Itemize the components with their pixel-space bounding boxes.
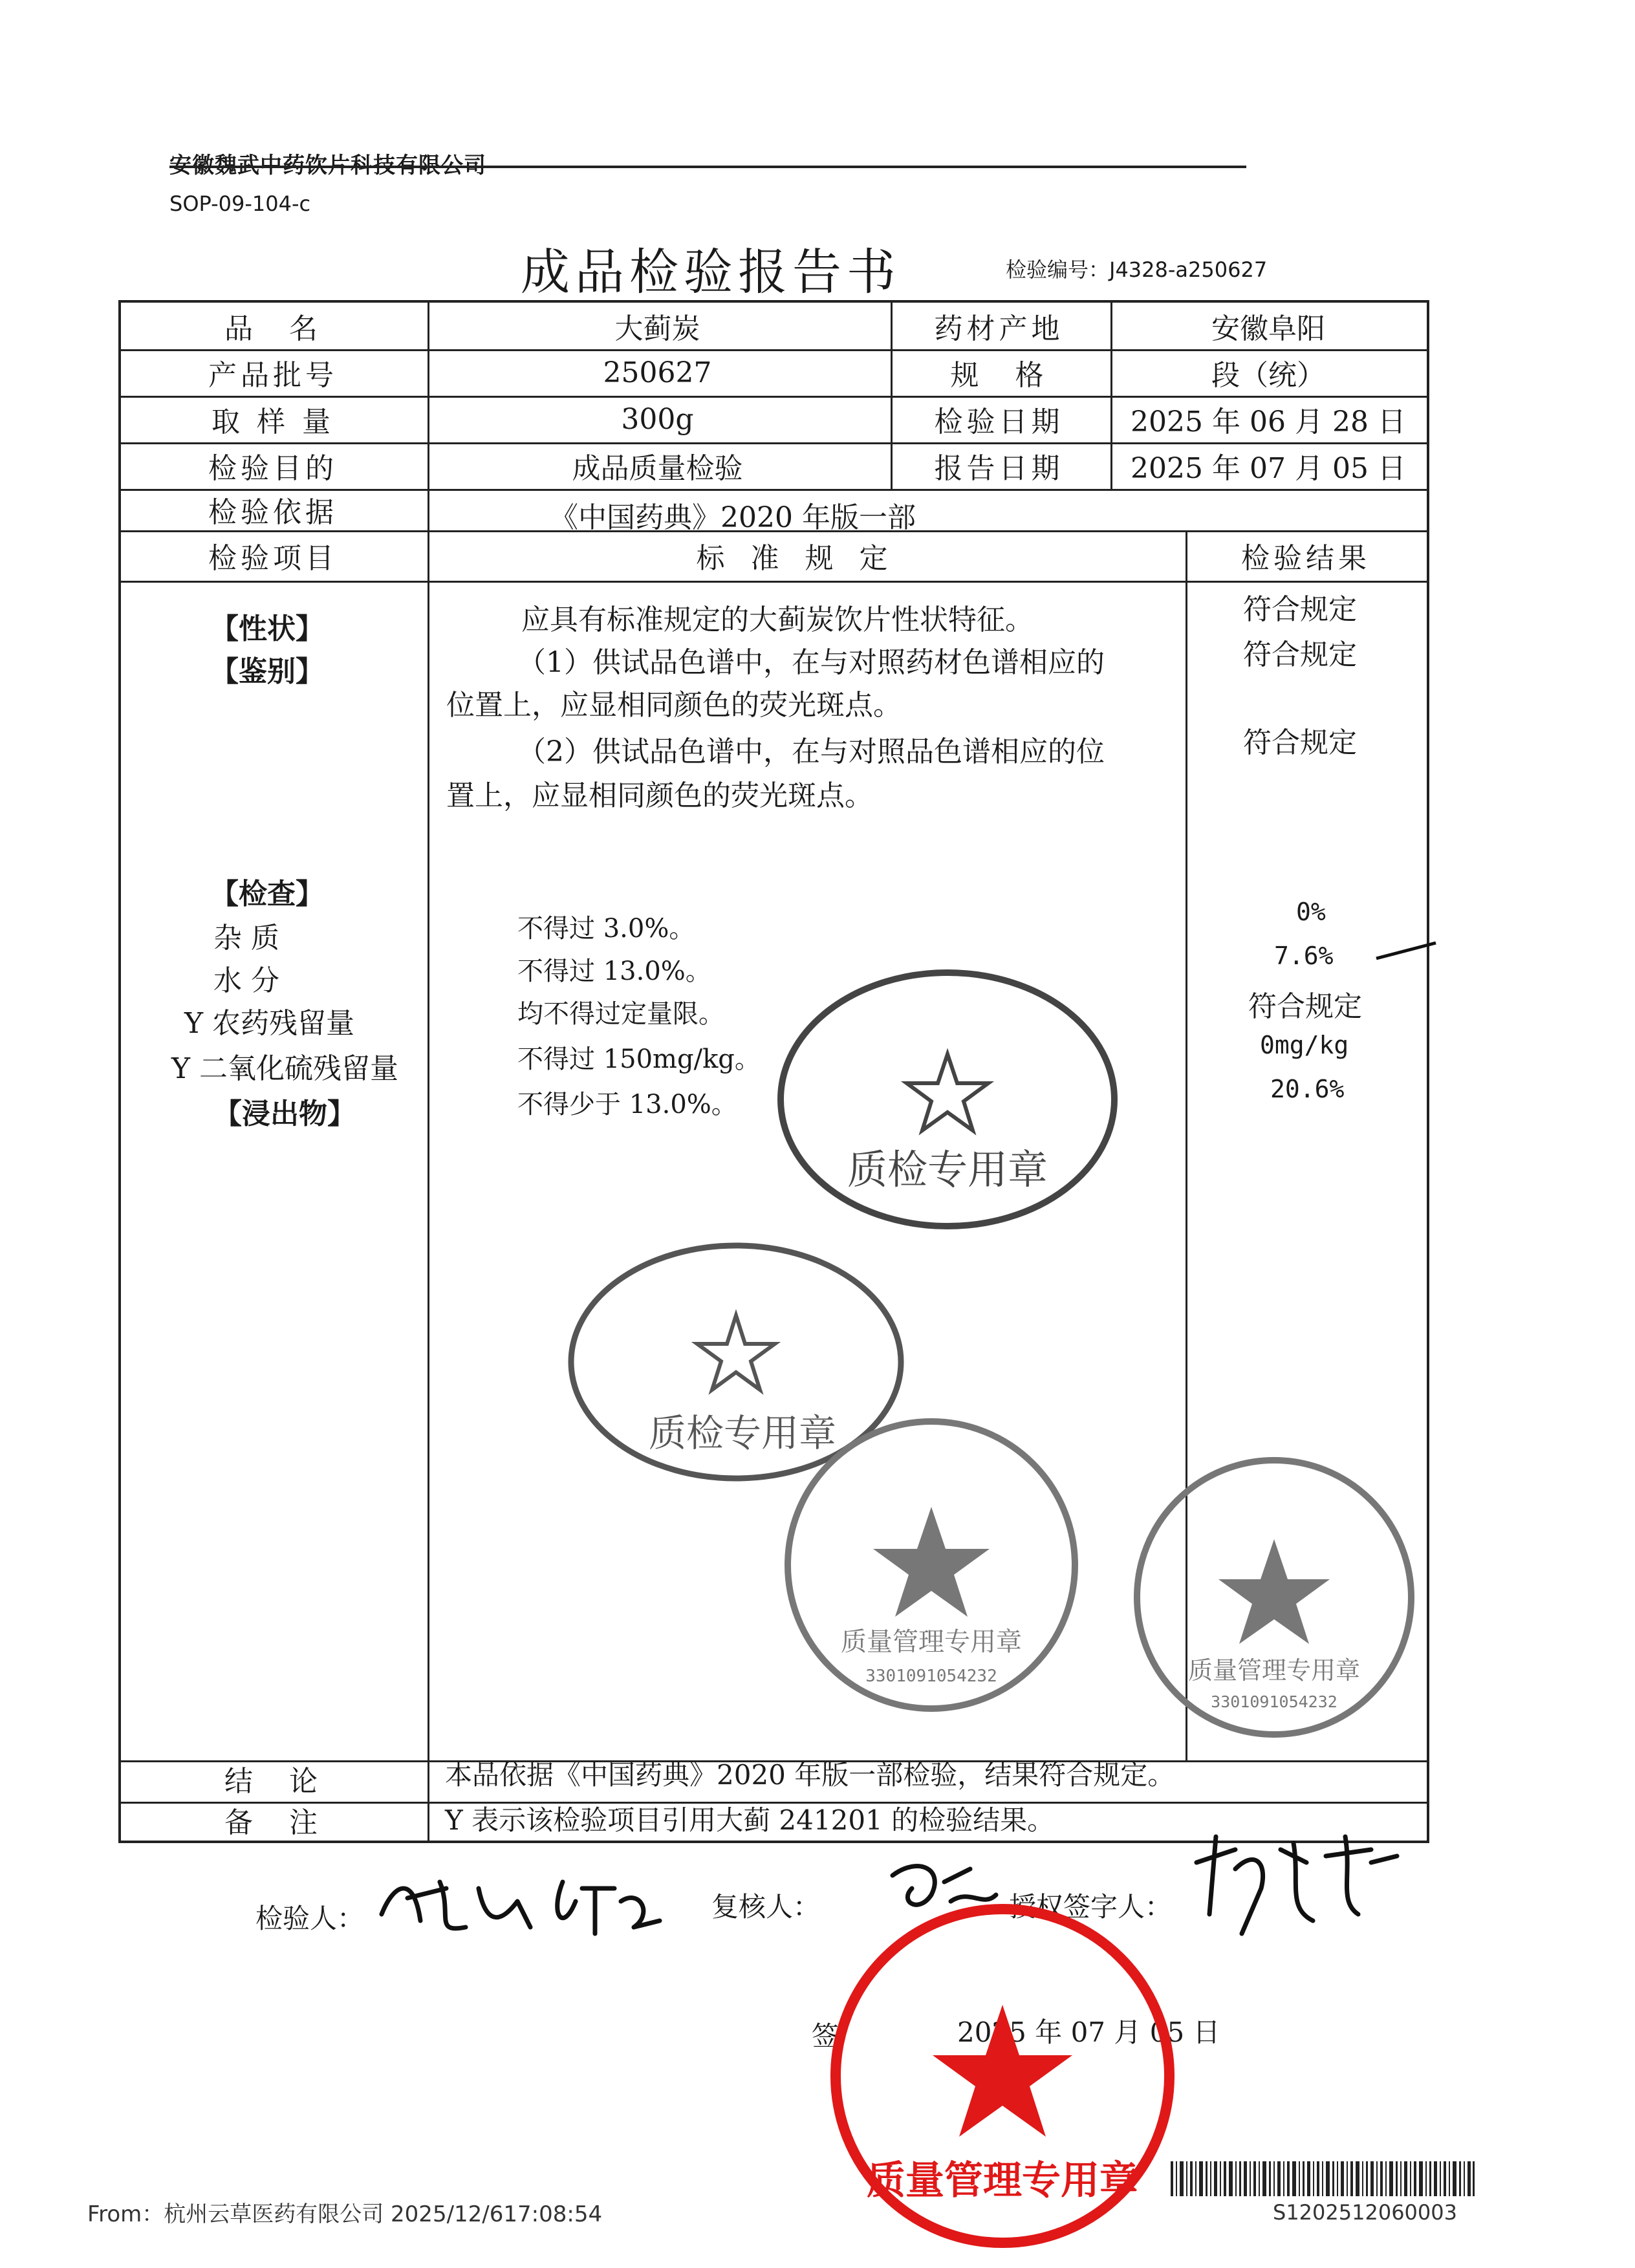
extract-standard: 不得少于 13.0%。: [517, 1090, 737, 1119]
fax-footer: From：杭州云草医药有限公司 2025/12/617:08:54: [87, 2201, 603, 2227]
moisture-label: 水 分: [213, 964, 279, 997]
col-standard: 标准规定: [696, 542, 914, 575]
check-label: 【检查】: [210, 878, 324, 911]
pesticide-standard: 均不得过定量限。: [517, 999, 724, 1029]
name-value: 大蓟炭: [614, 312, 700, 345]
report-date-value: 2025 年 07 月 05 日: [1131, 452, 1406, 485]
basis-label: 检验依据: [208, 496, 338, 529]
yuncao-seal-stamp-1: [776, 1410, 1087, 1720]
authorizer-label: 授权签字人：: [1009, 1891, 1173, 1923]
extract-result: 20.6%: [1270, 1075, 1345, 1103]
ident-std2-line1: （2）供试品色谱中，在与对照品色谱相应的位: [517, 735, 1105, 768]
test-date-value: 2025 年 06 月 28 日: [1131, 405, 1406, 438]
authorizer-signature: [1177, 1824, 1410, 1947]
traits-standard: 应具有标准规定的大蓟炭饮片性状特征。: [521, 603, 1034, 636]
svg-text:质量管理专用章: 质量管理专用章: [1187, 1656, 1361, 1685]
spec-value: 段（统）: [1211, 359, 1325, 392]
pesticide-result: 符合规定: [1248, 990, 1362, 1023]
svg-text:质量管理专用章: 质量管理专用章: [841, 1627, 1022, 1657]
page-title: 成品检验报告书: [521, 243, 901, 301]
conclusion-value: 本品依据《中国药典》2020 年版一部检验，结果符合规定。: [445, 1759, 1175, 1791]
moisture-result: 7.6%: [1274, 942, 1334, 970]
col-result: 检验结果: [1241, 542, 1370, 575]
ident-std2-line2: 置上，应显相同颜色的荧光斑点。: [446, 779, 873, 812]
sulfur-label: Y 二氧化硫残留量: [171, 1052, 399, 1085]
ident-std1-line2: 位置上，应显相同颜色的荧光斑点。: [446, 689, 902, 722]
svg-text:质检专用章: 质检专用章: [648, 1411, 837, 1455]
traits-label: 【性状】: [210, 612, 324, 645]
test-date-label: 检验日期: [934, 405, 1064, 438]
conclusion-label: 结 论: [224, 1765, 321, 1798]
extract-label: 【浸出物】: [213, 1097, 356, 1130]
ident-result1: 符合规定: [1243, 638, 1357, 671]
moisture-standard: 不得过 13.0%。: [517, 956, 711, 986]
purpose-label: 检验目的: [208, 452, 338, 485]
barcode-id: S1202512060003: [1273, 2200, 1457, 2225]
header-rule: [169, 166, 1246, 168]
remark-value: Y 表示该检验项目引用大蓟 241201 的检验结果。: [445, 1804, 1055, 1836]
sign-date: 2025 年 07 月 05 日: [957, 2016, 1220, 2048]
batch-value: 250627: [603, 356, 712, 389]
batch-label: 产品批号: [208, 359, 338, 392]
origin-label: 药材产地: [934, 312, 1064, 345]
sulfur-result: 0mg/kg: [1260, 1031, 1349, 1059]
name-label: 品 名: [224, 312, 321, 345]
purpose-value: 成品质量检验: [572, 452, 743, 485]
sample-value: 300g: [621, 402, 694, 436]
col-item: 检验项目: [208, 542, 338, 575]
svg-text:3301091054232: 3301091054232: [865, 1667, 997, 1686]
basis-value: 《中国药典》2020 年版一部: [550, 501, 916, 534]
remark-label: 备 注: [224, 1806, 321, 1839]
sample-label: 取 样 量: [211, 405, 334, 438]
impurity-standard: 不得过 3.0%。: [517, 914, 695, 944]
inspector-label: 检验人：: [255, 1903, 365, 1934]
impurity-result: 0%: [1296, 898, 1326, 926]
reviewer-label: 复核人：: [711, 1891, 821, 1923]
pesticide-label: Y 农药残留量: [184, 1007, 355, 1040]
spec-label: 规 格: [950, 359, 1048, 392]
impurity-label: 杂 质: [213, 922, 279, 955]
minta-red-seal-stamp: [821, 1895, 1184, 2257]
doc-code: SOP-09-104-c: [169, 191, 311, 216]
ident-result2: 符合规定: [1243, 726, 1357, 759]
identification-label: 【鉴别】: [210, 655, 324, 688]
barcode: [1171, 2161, 1475, 2196]
report-date-label: 报告日期: [934, 452, 1064, 485]
yuncao-seal-stamp-2: [1125, 1449, 1423, 1746]
svg-text:3301091054232: 3301091054232: [1211, 1692, 1337, 1711]
qc-seal-stamp-1: [763, 957, 1132, 1242]
svg-text:质量管理专用章: 质量管理专用章: [867, 2158, 1138, 2203]
svg-text:质检专用章: 质检专用章: [847, 1146, 1048, 1193]
origin-value: 安徽阜阳: [1211, 312, 1325, 345]
traits-result: 符合规定: [1243, 593, 1357, 626]
inspector-signature: [369, 1863, 673, 1947]
ident-std1-line1: （1）供试品色谱中，在与对照药材色谱相应的: [517, 646, 1105, 679]
sulfur-standard: 不得过 150mg/kg。: [517, 1044, 761, 1074]
report-number: 检验编号：J4328-a250627: [1006, 257, 1268, 282]
company-name: 安徽魏武中药饮片科技有限公司: [169, 153, 486, 178]
date-prefix: 签: [812, 2020, 839, 2052]
check-mark: [1371, 938, 1442, 964]
